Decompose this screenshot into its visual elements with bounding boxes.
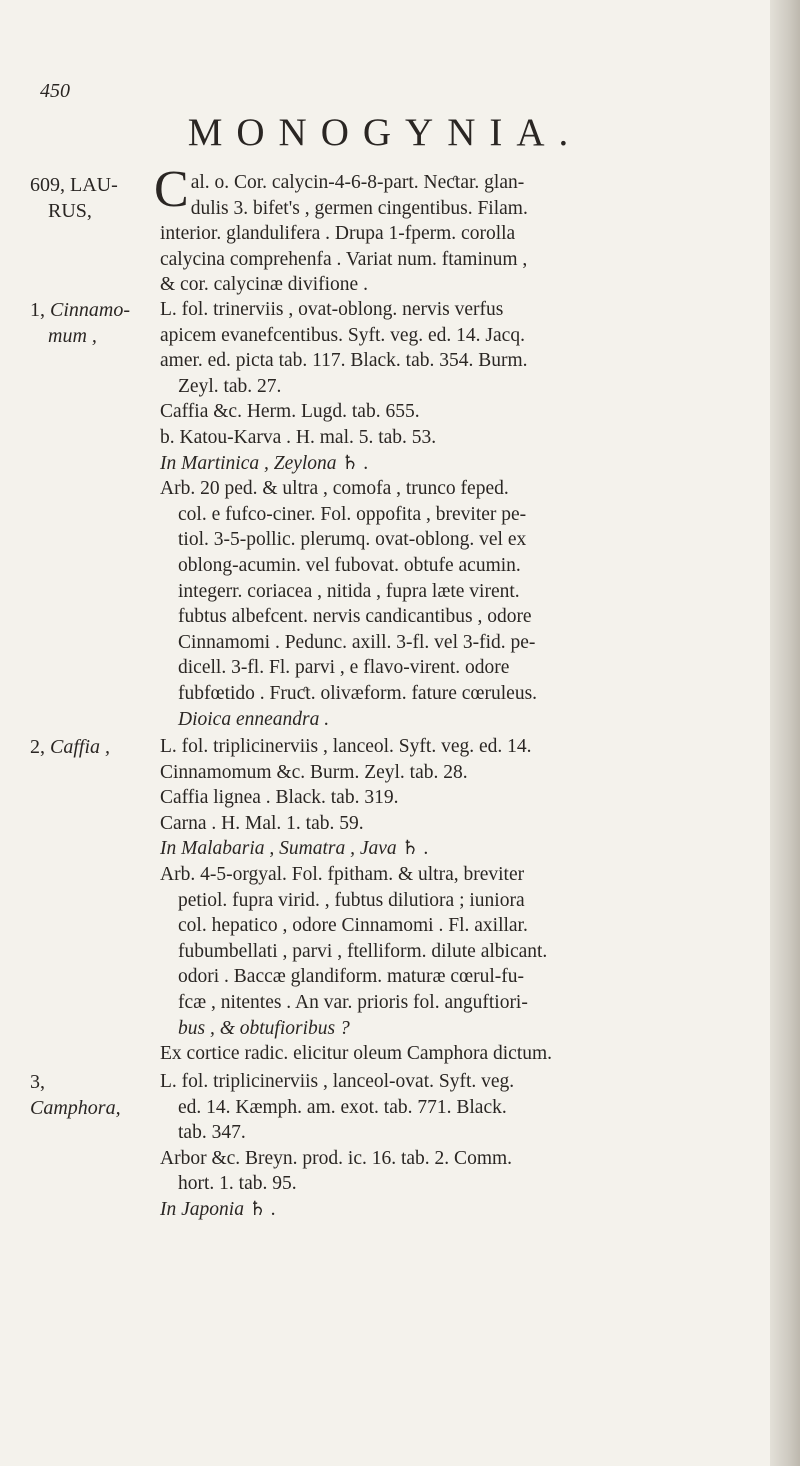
text-line: L. fol. trinerviis , ovat-oblong. nervis verfus <box>160 299 504 320</box>
text-line: Cinnamomi . Pedunc. axill. 3-fl. vel 3-fid. pe- <box>178 631 536 653</box>
species-side-label <box>30 1069 140 1121</box>
species-name: Caffia , <box>50 736 111 758</box>
text-line: In Japonia ♄ . <box>160 1198 277 1220</box>
species-side-label <box>30 297 140 349</box>
genus-number: 609, <box>30 174 65 196</box>
page-edge <box>770 0 800 1466</box>
text-line: Arb. 4-5-orgyal. Fol. fpitham. & ultra, breviter <box>160 863 525 885</box>
text-line: calycina comprehenfa . Variat num. ftaminum , <box>160 248 528 270</box>
text-line: tiol. 3-5-pollic. plerumq. ovat-oblong. vel ex <box>178 529 527 551</box>
species-number: 2, <box>30 736 45 758</box>
species-name-cont: mum , <box>48 325 97 347</box>
species-name: Camphora, <box>30 1097 121 1119</box>
text-line: Dioica enneandra . <box>178 708 330 730</box>
text-line: L. fol. triplicinerviis , lanceol-ovat. Syft. veg. <box>160 1071 515 1092</box>
species-number: 3, <box>30 1071 45 1093</box>
text-line: bus , & obtufioribus ? <box>178 1017 350 1039</box>
text-line: Caffia &c. Herm. Lugd. tab. 655. <box>160 401 420 423</box>
text-line: hort. 1. tab. 95. <box>178 1173 297 1195</box>
text-line: petiol. fupra virid. , fubtus dilutiora ; iuniora <box>178 889 525 911</box>
text-line: In Martinica , Zeylona ♄ . <box>160 452 369 474</box>
species-number: 1, <box>30 299 45 321</box>
text-line: col. e fufco-ciner. Fol. oppofita , breviter pe- <box>178 503 527 525</box>
text-line: amer. ed. picta tab. 117. Black. tab. 354. Burm. <box>160 350 528 372</box>
text-line: fubumbellati , parvi , ftelliform. dilute albicant. <box>178 940 548 962</box>
text-line: Cinnamomum &c. Burm. Zeyl. tab. 28. <box>160 761 468 783</box>
text-line: L. fol. triplicinerviis , lanceol. Syft. veg. ed. 14. <box>160 736 532 757</box>
genus-name-cont: RUS, <box>48 200 92 222</box>
genus-name: LAU- <box>70 174 118 196</box>
text-line: apicem evanefcentibus. Syft. veg. ed. 14. Jacq. <box>160 324 525 346</box>
text-line: interior. glandulifera . Drupa 1-fperm. corolla <box>160 223 516 245</box>
running-head: MONOGYNIA. <box>187 111 583 154</box>
page-number: 450 <box>40 80 70 102</box>
text-line: fcæ , nitentes . An var. prioris fol. anguftiori- <box>178 991 528 1013</box>
text-line: dulis 3. bifet's , germen cingentibus. Filam. <box>190 197 528 219</box>
text-line: fubfœtido . Fruƈt. olivæform. fature cœruleus. <box>178 682 538 704</box>
drop-cap: C <box>154 161 189 218</box>
text-line: col. hepatico , odore Cinnamomi . Fl. axillar. <box>178 915 528 937</box>
species-description <box>160 1069 755 1223</box>
text-line: Arb. 20 ped. & ultra , comofa , trunco feped. <box>160 478 509 500</box>
text-line: oblong-acumin. vel fubovat. obtufe acumin. <box>178 554 521 576</box>
text-line: fubtus albefcent. nervis candicantibus , odore <box>178 606 532 628</box>
text-line: Caffia lignea . Black. tab. 319. <box>160 787 399 809</box>
text-line: tab. 347. <box>178 1122 246 1144</box>
text-line: & cor. calycinæ divifione . <box>160 274 368 296</box>
text-line: Ex cortice radic. elicitur oleum Camphora dictum. <box>160 1043 553 1065</box>
text-line: al. o. Cor. calycin-4-6-8-part. Neƈtar. glan- <box>190 172 525 193</box>
species-name: Cinnamo- <box>50 299 130 321</box>
genus-side-label <box>30 172 140 224</box>
text-line: dicell. 3-fl. Fl. parvi , e flavo-virent. odore <box>178 657 510 679</box>
species-side-label <box>30 734 140 760</box>
text-line: In Malabaria , Sumatra , Java ♄ . <box>160 838 429 860</box>
genus-description <box>154 161 755 298</box>
text-line: Zeyl. tab. 27. <box>178 375 282 397</box>
species-description <box>160 297 755 732</box>
text-line: integerr. coriacea , nitida , fupra læte virent. <box>178 580 520 602</box>
text-line: odori . Baccæ glandiform. maturæ cœrul-fu- <box>178 966 525 988</box>
text-line: Arbor &c. Breyn. prod. ic. 16. tab. 2. Comm. <box>160 1147 513 1169</box>
text-line: ed. 14. Kæmph. am. exot. tab. 771. Black. <box>178 1096 507 1118</box>
text-line: b. Katou-Karva . H. mal. 5. tab. 53. <box>160 426 437 448</box>
species-description <box>160 734 755 1067</box>
text-line: Carna . H. Mal. 1. tab. 59. <box>160 812 364 834</box>
